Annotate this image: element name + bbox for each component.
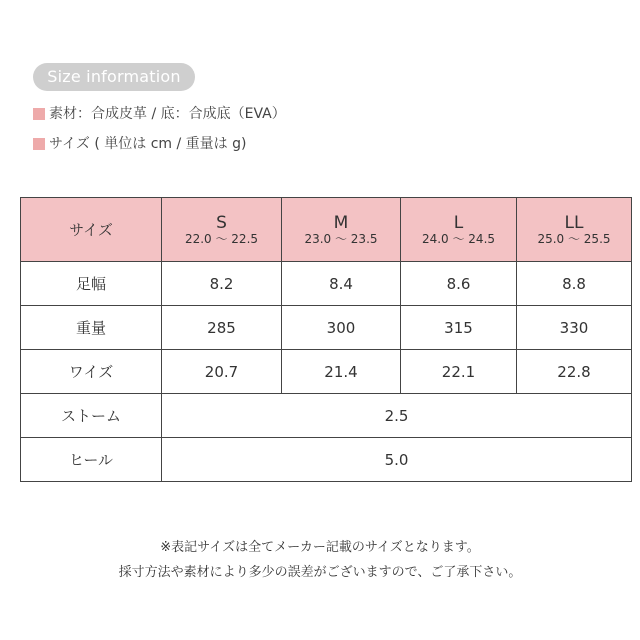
size-name: S: [216, 212, 227, 233]
material-spec-text: 素材：合成皮革 / 底：合成底（EVA）: [49, 106, 286, 122]
table-cell-merged: 5.0: [162, 438, 632, 482]
table-row-wise: [21, 350, 632, 394]
size-range: 25.0 〜 25.5: [537, 231, 611, 246]
size-information-badge: Size information: [33, 63, 195, 91]
row-label: ワイズ: [21, 350, 162, 394]
table-cell: 300: [282, 306, 401, 350]
size-header-s: [162, 198, 282, 262]
table-cell: 8.4: [282, 262, 401, 306]
size-table: [20, 197, 632, 482]
table-row-storm: [21, 394, 632, 438]
table-cell: 285: [162, 306, 282, 350]
table-cell: 8.8: [517, 262, 632, 306]
size-header-row: [21, 198, 632, 262]
unit-spec-text: サイズ ( 単位は cm / 重量は g): [49, 136, 247, 152]
material-spec: [33, 104, 286, 124]
table-cell: 315: [401, 306, 517, 350]
bullet-square-icon: [33, 138, 45, 150]
row-label: 足幅: [21, 262, 162, 306]
measurement-note: 採寸方法や素材により多少の誤差がございますので、ご了承下さい。: [118, 565, 522, 580]
size-name: M: [333, 212, 349, 233]
table-cell: 21.4: [282, 350, 401, 394]
size-note: ※表記サイズは全てメーカー記載のサイズとなります。: [160, 540, 480, 555]
size-range: 23.0 〜 23.5: [304, 231, 378, 246]
table-row-weight: [21, 306, 632, 350]
bullet-square-icon: [33, 108, 45, 120]
table-cell: 8.2: [162, 262, 282, 306]
table-cell: 20.7: [162, 350, 282, 394]
size-header-ll: [517, 198, 632, 262]
size-corner-label: サイズ: [21, 198, 162, 262]
table-cell: 8.6: [401, 262, 517, 306]
row-label: ストーム: [21, 394, 162, 438]
row-label: ヒール: [21, 438, 162, 482]
size-name: L: [453, 212, 464, 233]
table-cell-merged: 2.5: [162, 394, 632, 438]
unit-spec: [33, 134, 246, 154]
row-label: 重量: [21, 306, 162, 350]
table-row-foot-width: [21, 262, 632, 306]
table-cell: 330: [517, 306, 632, 350]
table-cell: 22.8: [517, 350, 632, 394]
size-range: 24.0 〜 24.5: [421, 231, 496, 246]
size-range: 22.0 〜 22.5: [184, 231, 259, 246]
size-header-m: [282, 198, 401, 262]
table-cell: 22.1: [401, 350, 517, 394]
table-row-heel: [21, 438, 632, 482]
size-header-l: [401, 198, 517, 262]
size-name: LL: [564, 212, 584, 233]
